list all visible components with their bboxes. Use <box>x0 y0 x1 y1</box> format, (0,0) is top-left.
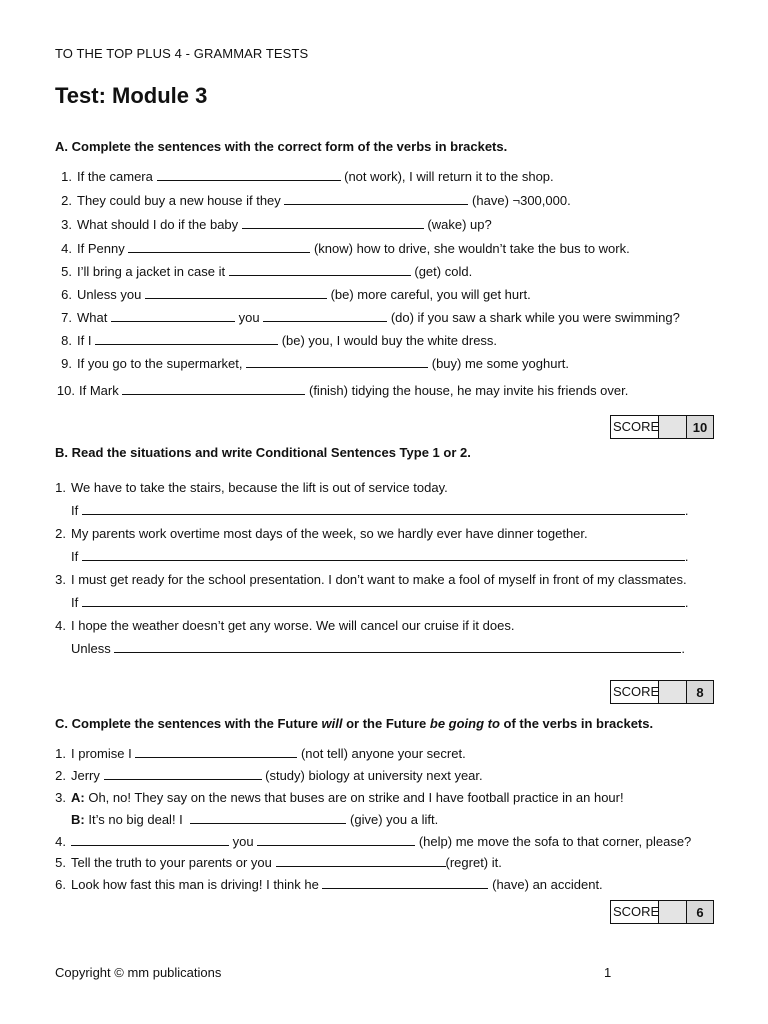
answer-start: If <box>71 549 79 564</box>
answer-blank[interactable] <box>135 746 297 758</box>
item-text: I promise I <box>71 746 132 761</box>
item-number: 5. <box>61 264 72 279</box>
score-input-cell[interactable] <box>659 416 687 438</box>
item-text: (regret) it. <box>445 855 502 870</box>
score-max-value: 6 <box>687 901 713 923</box>
answer-blank[interactable] <box>71 834 229 846</box>
item-number: 5. <box>55 855 66 870</box>
answer-blank[interactable] <box>145 287 327 299</box>
answer-start: If <box>71 503 79 518</box>
answer-end: . <box>684 595 689 610</box>
item-text: (finish) tidying the house, he may invite his friends over. <box>308 383 629 398</box>
item-text: Look how fast this man is driving! I think he <box>71 877 319 892</box>
item-text: you <box>232 834 254 849</box>
answer-end: . <box>681 641 685 656</box>
item-text: (help) me move the sofa to that corner, please? <box>418 834 692 849</box>
item-number: 3. <box>55 572 66 587</box>
item-number: 2. <box>55 768 66 783</box>
answer-line[interactable] <box>82 503 685 515</box>
score-input-cell[interactable] <box>659 681 687 703</box>
score-box-c <box>610 900 714 924</box>
item-text: Tell the truth to your parents or you <box>71 855 272 870</box>
item-text: (give) you a lift. <box>350 812 439 827</box>
item-text: (not work), I will return it to the shop. <box>344 169 554 184</box>
item-text: (do) if you saw a shark while you were swimming? <box>390 310 680 325</box>
item-text: (be) you, I would buy the white dress. <box>281 333 498 348</box>
heading-text: C. Complete the sentences with the Future <box>55 716 322 731</box>
score-label: SCORE <box>611 901 659 923</box>
item-text: If I <box>77 333 92 348</box>
item-number: 6. <box>61 287 72 302</box>
heading-emphasis-will: will <box>321 716 343 731</box>
score-input-cell[interactable] <box>659 901 687 923</box>
item-text: Unless you <box>77 287 142 302</box>
section-a-heading: A. Complete the sentences with the correct form of the verbs in brackets. <box>55 139 508 154</box>
answer-line[interactable] <box>82 595 685 607</box>
answer-start: Unless <box>71 641 111 656</box>
item-number: 3. <box>55 790 66 805</box>
answer-line[interactable] <box>114 641 681 653</box>
answer-blank[interactable] <box>190 812 346 824</box>
item-text: (get) cold. <box>414 264 473 279</box>
item-text: (study) biology at university next year. <box>265 768 483 783</box>
item-text: What <box>77 310 108 325</box>
footer-copyright: Copyright © mm publications <box>55 965 222 980</box>
item-text: They could buy a new house if they <box>77 193 281 208</box>
answer-blank[interactable] <box>257 834 415 846</box>
item-text: (have) an accident. <box>492 877 603 892</box>
section-b-heading: B. Read the situations and write Conditional Sentences Type 1 or 2. <box>55 445 471 460</box>
item-number: 1. <box>61 169 72 184</box>
item-text: (know) how to drive, she wouldn’t take the bus to work. <box>313 241 630 256</box>
item-number: 4. <box>55 618 66 633</box>
answer-start: If <box>71 595 79 610</box>
item-text: I’ll bring a jacket in case it <box>77 264 226 279</box>
answer-end: . <box>684 503 689 518</box>
item-number: 2. <box>61 193 72 208</box>
item-number: 4. <box>61 241 72 256</box>
item-text: (not tell) anyone your secret. <box>300 746 466 761</box>
answer-line[interactable] <box>82 549 685 561</box>
score-box-b <box>610 680 714 704</box>
item-text: If Mark <box>79 383 119 398</box>
speaker-label: A: <box>71 790 85 805</box>
answer-blank[interactable] <box>95 333 278 345</box>
item-number: 8. <box>61 333 72 348</box>
item-text: Jerry <box>71 768 100 783</box>
answer-end: . <box>684 549 689 564</box>
item-number: 3. <box>61 217 72 232</box>
item-text: I hope the weather doesn’t get any worse. We will cancel our cruise if it does. <box>71 618 515 633</box>
item-text: It’s no big deal! I <box>88 812 183 827</box>
item-text: If Penny <box>77 241 125 256</box>
item-text: I must get ready for the school presentation. I don’t want to make a fool of myself in front of my classmates. <box>71 572 687 587</box>
item-number: 9. <box>61 356 72 371</box>
score-label: SCORE <box>611 681 659 703</box>
section-c-heading <box>55 716 653 731</box>
item-number: 2. <box>55 526 66 541</box>
item-text: Oh, no! They say on the news that buses are on strike and I have football practice in an hour! <box>88 790 624 805</box>
answer-blank[interactable] <box>322 877 488 889</box>
page-title: Test: Module 3 <box>55 83 208 108</box>
answer-blank[interactable] <box>263 310 387 322</box>
answer-blank[interactable] <box>242 217 424 229</box>
item-text: (wake) up? <box>427 217 492 232</box>
answer-blank[interactable] <box>111 310 235 322</box>
item-text: (buy) me some yoghurt. <box>431 356 570 371</box>
item-text: If you go to the supermarket, <box>77 356 243 371</box>
answer-blank[interactable] <box>104 768 262 780</box>
speaker-label: B: <box>71 812 85 827</box>
item-text: (have) ¬300,000. <box>472 193 571 208</box>
heading-emphasis-going-to: be going to <box>429 716 500 731</box>
heading-text: of the verbs in brackets. <box>499 716 654 731</box>
answer-blank[interactable] <box>276 855 446 867</box>
answer-blank[interactable] <box>284 193 468 205</box>
item-text: We have to take the stairs, because the lift is out of service today. <box>71 480 448 495</box>
item-number: 6. <box>55 877 66 892</box>
score-label: SCORE <box>611 416 659 438</box>
item-number: 1. <box>55 480 66 495</box>
item-number: 4. <box>55 834 66 849</box>
score-box-a <box>610 415 714 439</box>
item-text: If the camera <box>77 169 153 184</box>
item-text: My parents work overtime most days of the week, so we hardly ever have dinner together. <box>71 526 588 541</box>
answer-blank[interactable] <box>128 241 310 253</box>
answer-blank[interactable] <box>246 356 428 368</box>
score-max-value: 8 <box>687 681 713 703</box>
heading-text: or the Future <box>342 716 430 731</box>
footer-page-number: 1 <box>604 965 612 980</box>
item-number: 10. <box>56 383 75 398</box>
item-number: 1. <box>55 746 66 761</box>
answer-blank[interactable] <box>229 264 411 276</box>
item-text: you <box>238 310 260 325</box>
item-text: What should I do if the baby <box>77 217 239 232</box>
score-max-value: 10 <box>687 416 713 438</box>
item-text: (be) more careful, you will get hurt. <box>330 287 531 302</box>
document-header: TO THE TOP PLUS 4 - GRAMMAR TESTS <box>55 46 309 61</box>
item-number: 7. <box>61 310 72 325</box>
answer-blank[interactable] <box>122 383 305 395</box>
answer-blank[interactable] <box>157 169 341 181</box>
